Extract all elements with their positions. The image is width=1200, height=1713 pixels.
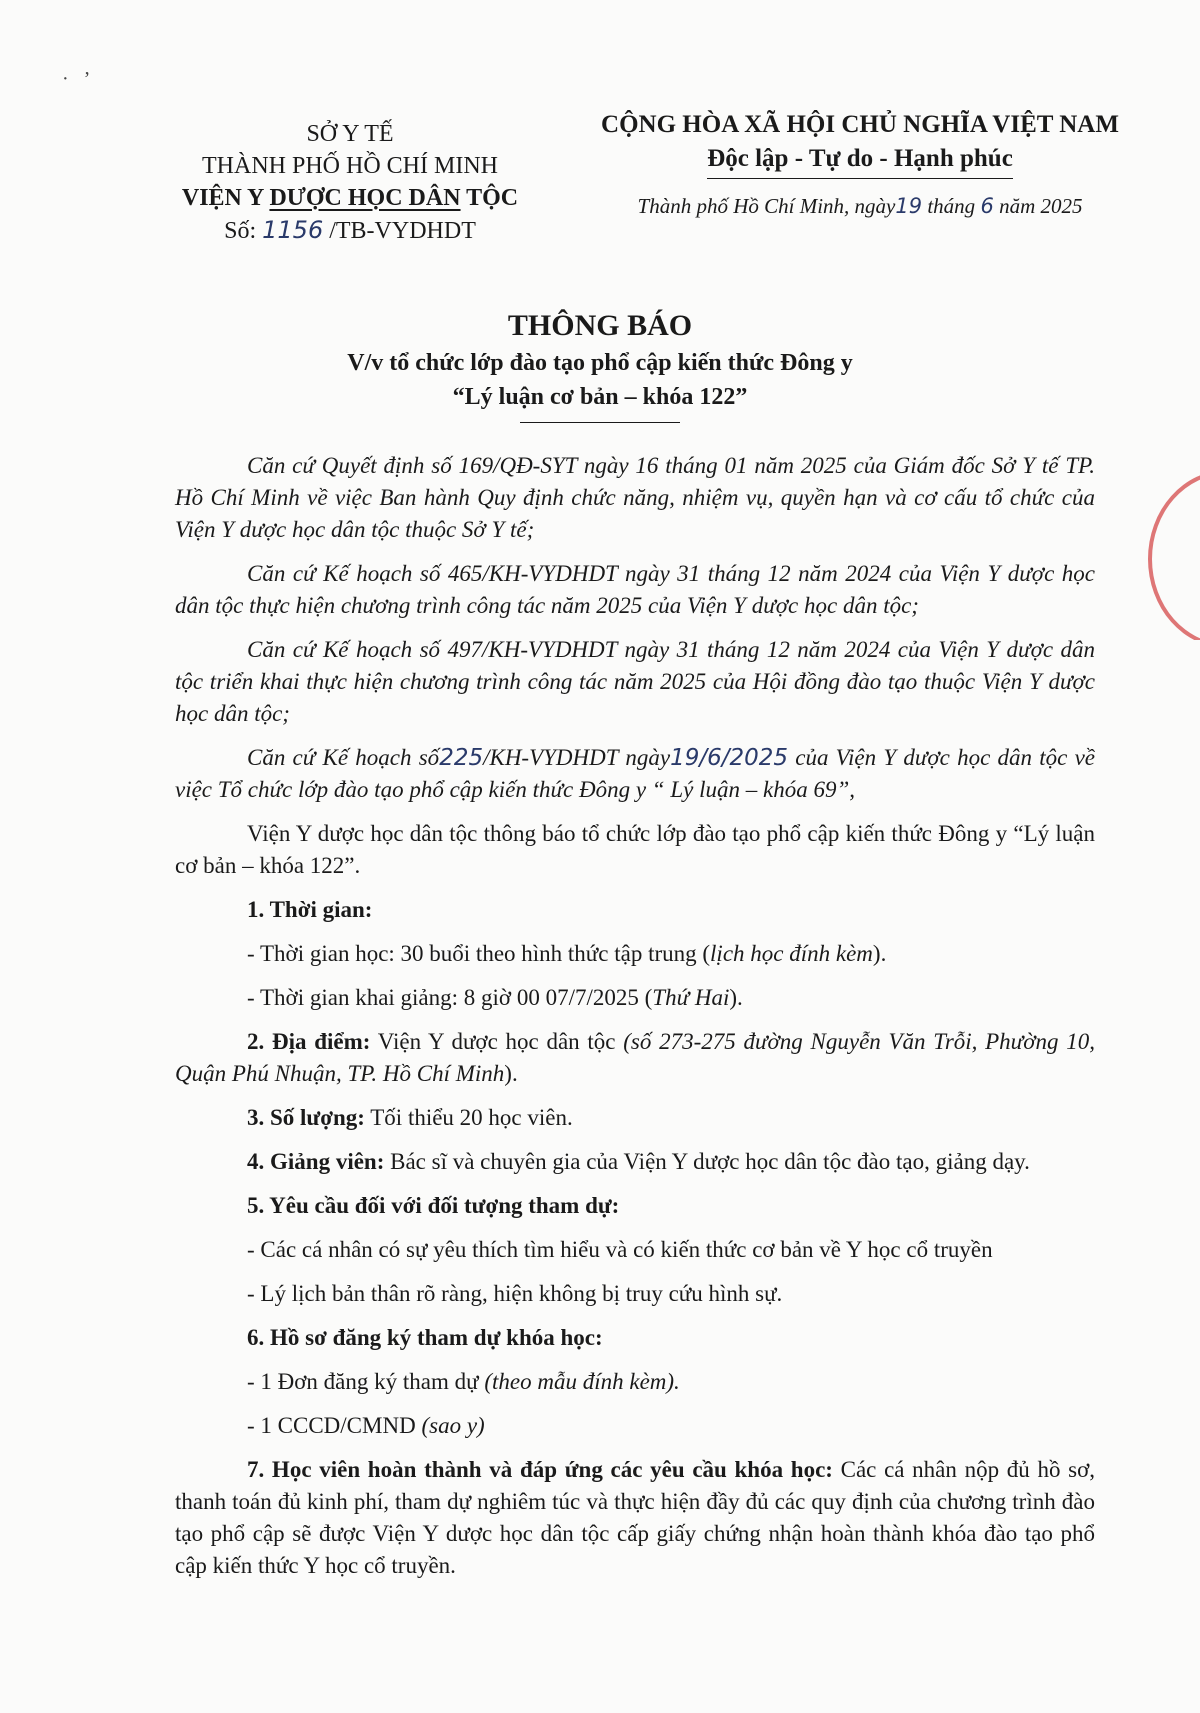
title-sub-2: “Lý luận cơ bản – khóa 122” (452, 384, 748, 410)
notice-title (0, 306, 1200, 423)
basis-2: Căn cứ Kế hoạch số 465/KH-VYDHDT ngày 31 tháng 12 năm 2024 của Viện Y dược học dân tộc thực hiện chương trình công tác năm 2025 của Viện Y dược học dân tộc; (175, 561, 1095, 618)
basis-3: Căn cứ Kế hoạch số 497/KH-VYDHDT ngày 31 tháng 12 năm 2024 của Viện Y dược dân tộc triển khai thực hiện chương trình công tác năm 2025 của Hội đồng đào tạo thuộc Viện Y dược học dân tộc; (175, 637, 1095, 726)
section-5-heading: 5. Yêu cầu đối với đối tượng tham dự: (247, 1193, 620, 1218)
handwritten-number: 1156 (262, 216, 324, 244)
section-3-quantity: 3. Số lượng: Tối thiểu 20 học viên. (247, 1105, 573, 1130)
basis-4: Căn cứ Kế hoạch số225/KH-VYDHDT ngày19/6/2025 của Viện Y dược học dân tộc về việc Tổ chức lớp đào tạo phổ cập kiến thức Đông y “ Lý luận – khóa 69”, (175, 745, 1095, 802)
section-7-completion: 7. Học viên hoàn thành và đáp ứng các yêu cầu khóa học: Các cá nhân nộp đủ hồ sơ, thanh toán đủ kinh phí, tham dự nghiêm túc và thực hiện đầy đủ các quy định của chương trình đào tạo phổ cập sẽ được Viện Y dược học dân tộc cấp giấy chứng nhận hoàn thành khóa đào tạo phổ cập kiến thức Y học cổ truyền. (175, 1457, 1095, 1578)
requirement-1: - Các cá nhân có sự yêu thích tìm hiểu và có kiến thức cơ bản về Y học cổ truyền (247, 1237, 993, 1262)
red-stamp (1144, 470, 1200, 640)
basis-1: Căn cứ Quyết định số 169/QĐ-SYT ngày 16 tháng 01 năm 2025 của Giám đốc Sở Y tế TP. Hồ Chí Minh về việc Ban hành Quy định chức năng, nhiệm vụ, quyền hạn và cơ cấu tổ chức của Viện Y dược học dân tộc thuộc Sở Y tế; (175, 453, 1095, 542)
document-number: Số: 1156 /TB-VYDHDT (224, 216, 476, 244)
document-item-2: - 1 CCCD/CMND (sao y) (247, 1413, 485, 1438)
opening-time: - Thời gian khai giảng: 8 giờ 00 07/7/2025 (Thứ Hai). (247, 985, 743, 1010)
document-item-1: - 1 Đơn đăng ký tham dự (theo mẫu đính kèm). (247, 1369, 680, 1394)
issuer-line-1: SỞ Y TẾ (306, 121, 394, 147)
title-rule (520, 422, 680, 423)
section-1-heading: 1. Thời gian: (247, 897, 373, 922)
title-main: THÔNG BÁO (507, 309, 693, 342)
national-title: CỘNG HÒA XÃ HỘI CHỦ NGHĨA VIỆT NAM (601, 111, 1119, 138)
issuer-line-2: THÀNH PHỐ HỒ CHÍ MINH (202, 153, 498, 179)
scan-marks: · ’ (62, 68, 91, 90)
title-sub-1: V/v tổ chức lớp đào tạo phổ cập kiến thức Đông y (347, 350, 853, 376)
issuer-header (150, 118, 550, 247)
study-duration: - Thời gian học: 30 buổi theo hình thức tập trung (lịch học đính kèm). (247, 941, 887, 966)
issue-date: Thành phố Hồ Chí Minh, ngày19 tháng 6 năm 2025 (637, 194, 1083, 218)
requirement-2: - Lý lịch bản thân rõ ràng, hiện không bị truy cứu hình sự. (247, 1281, 783, 1306)
intro-paragraph: Viện Y dược học dân tộc thông báo tổ chức lớp đào tạo phổ cập kiến thức Đông y “Lý luận cơ bản – khóa 122”. (175, 821, 1095, 878)
issuer-line-3: VIỆN Y DƯỢC HỌC DÂN TỘC (181, 185, 519, 211)
section-6-heading: 6. Hồ sơ đăng ký tham dự khóa học: (247, 1325, 603, 1350)
national-motto: Độc lập - Tự do - Hạnh phúc (707, 142, 1013, 179)
section-2-location: 2. Địa điểm: Viện Y dược học dân tộc (số 273-275 đường Nguyễn Văn Trỗi, Phường 10, Quận Phú Nhuận, TP. Hồ Chí Minh). (175, 1029, 1095, 1086)
notice-body (175, 450, 1095, 1594)
national-header (560, 108, 1160, 221)
section-4-lecturers: 4. Giảng viên: Bác sĩ và chuyên gia của Viện Y dược học dân tộc đào tạo, giảng dạy. (247, 1149, 1030, 1174)
